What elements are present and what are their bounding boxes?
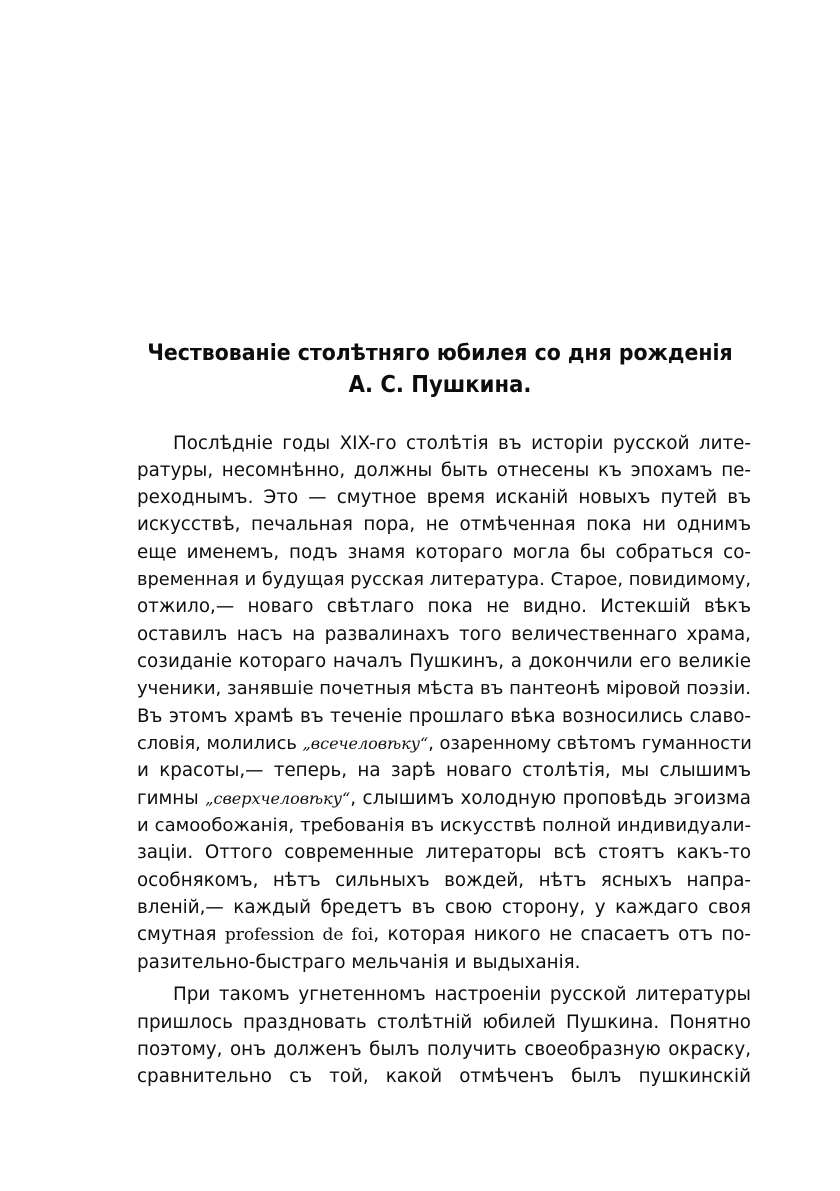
paragraph-2-line: При такомъ угнетенномъ настроеніи русской литературы [173, 984, 751, 1005]
paragraph-1-line: вленій,— каждый бредетъ въ свою сторону, у каждаго своя [137, 897, 751, 918]
article-title-line-1: Чествованіе столѣтняго юбилея со дня рожденія [147, 340, 733, 366]
paragraph-1-line [137, 786, 751, 812]
paragraph-1-line: ученики, занявшіе почетныя мѣста въ пантеонѣ міровой поэзіи. [137, 678, 751, 699]
paragraph-1-line [137, 731, 751, 757]
paragraph-1-line: и красоты,— теперь, на зарѣ новаго столѣтія, мы слышимъ [137, 760, 751, 781]
paragraph-2-line: пришлось праздновать столѣтній юбилей Пушкина. Понятно [137, 1012, 751, 1033]
quoted-term: „сверхчеловѣку“ [205, 789, 351, 808]
line-text: , слышимъ холодную проповѣдь эгоизма [350, 788, 752, 809]
foreign-phrase: profession de foi [224, 925, 374, 945]
line-text: смутная [137, 924, 217, 945]
paragraph-1-line: временная и будущая русская литература. Старое, повидимому, [137, 569, 751, 590]
article-title-line-2: А. С. Пушкина. [348, 372, 532, 398]
line-text: словія, молились [137, 733, 297, 754]
paragraph-2-line: поэтому, онъ долженъ былъ получить своеобразную окраску, [137, 1039, 751, 1060]
paragraph-2-line: сравнительно съ той, какой отмѣченъ былъ пушкинскій [137, 1066, 751, 1087]
line-text: , озаренному свѣтомъ гуманности [428, 733, 752, 754]
paragraph-1-line: реходнымъ. Это — смутное время исканій новыхъ путей въ [137, 487, 751, 508]
line-text: гимны [137, 788, 199, 809]
paragraph-1-line: оставилъ насъ на развалинахъ того величественнаго храма, [137, 624, 751, 645]
paragraph-1-line: заціи. Оттого современные литераторы всѣ стоятъ какъ-то [137, 842, 751, 863]
paragraph-1-line: созиданіе котораго началъ Пушкинъ, а докончили его великіе [137, 651, 751, 672]
paragraph-1-line: особнякомъ, нѣтъ сильныхъ вождей, нѣтъ ясныхъ напра- [137, 870, 751, 891]
paragraph-1-line [137, 922, 751, 948]
paragraph-1-line: еще именемъ, подъ знамя котораго могла бы собраться со- [137, 542, 751, 563]
paragraph-1-line: искусствѣ, печальная пора, не отмѣченная пока ни однимъ [137, 514, 751, 535]
paragraph-1-line: отжило,— новаго свѣтлаго пока не видно. Истекшій вѣкъ [137, 596, 751, 617]
paragraph-1-last-line: разительно-быстраго мельчанія и выдыханія. [137, 952, 581, 973]
paragraph-1-line: Въ этомъ храмѣ въ теченіе прошлаго вѣка возносились славо- [137, 706, 751, 727]
line-text: , которая никого не спасаетъ отъ по- [373, 924, 751, 945]
paragraph-1-line: ратуры, несомнѣнно, должны быть отнесены къ эпохамъ пе- [137, 460, 751, 481]
paragraph-1-line: и самообожанія, требованія въ искусствѣ полной индивидуали- [137, 815, 751, 836]
paragraph-1-line: Послѣдніе годы XIX-го столѣтія въ исторіи русской лите- [173, 433, 751, 454]
quoted-term: „всечеловѣку“ [302, 734, 429, 753]
